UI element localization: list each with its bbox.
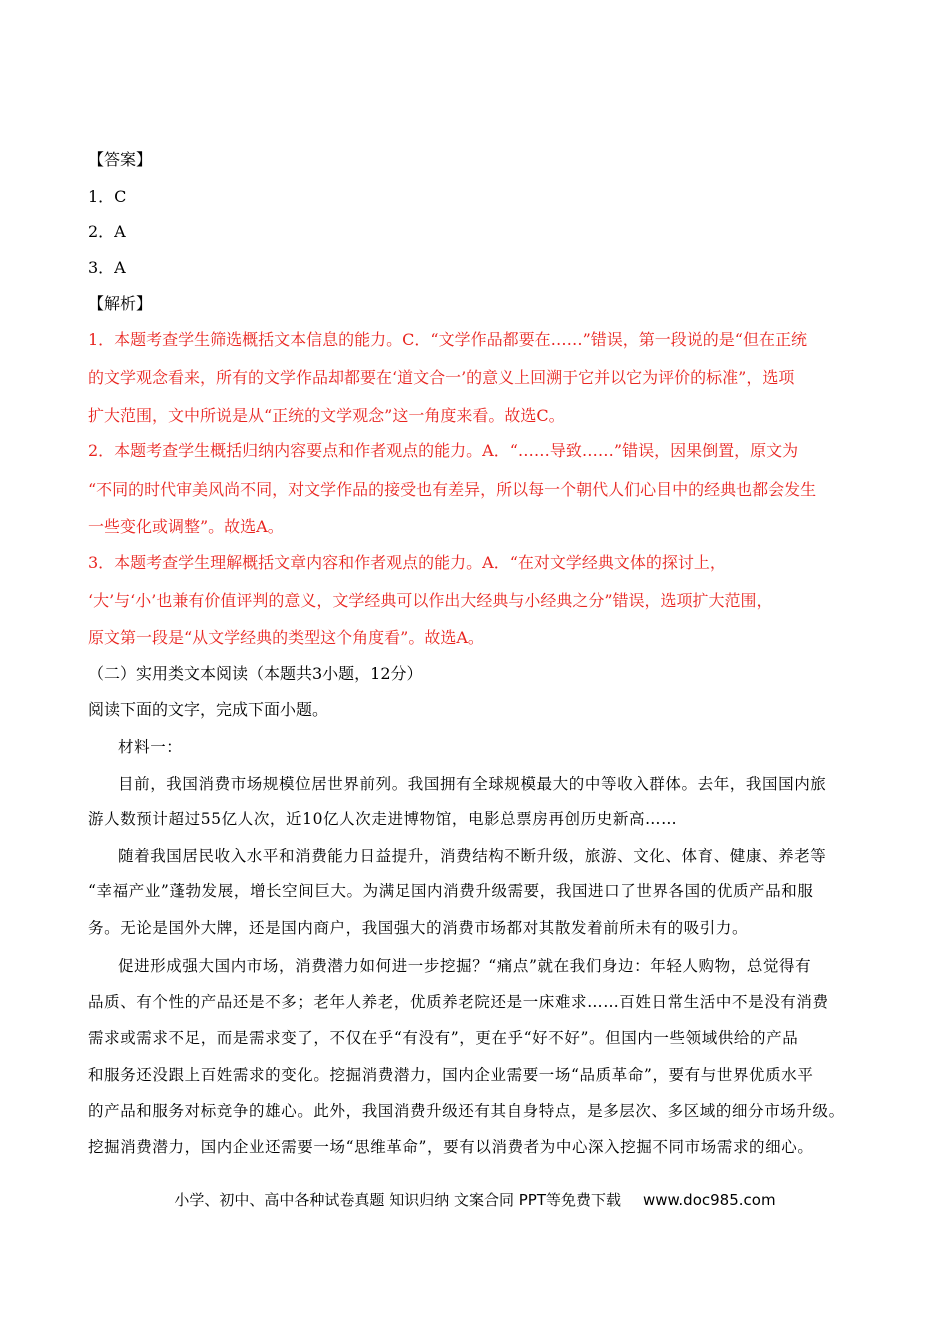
material-line: 品质、有个性的产品还是不多；老年人养老，优质养老院还是一床难求……百姓日常生活中不是没有消费 — [88, 993, 829, 1011]
material-line: 需求或需求不足，而是需求变了，不仅在乎“有没有”，更在乎“好不好”。但国内一些领域供给的产品 — [88, 1029, 799, 1047]
material-line: 游人数预计超过55亿人次，近10亿人次走进博物馆，电影总票房再创历史新高…… — [88, 810, 678, 828]
material-line: 挖掘消费潜力，国内企业还需要一场“思维革命”，要有以消费者为中心深入挖掘不同市场需求的细心。 — [88, 1138, 814, 1156]
material-line: 和服务还没跟上百姓需求的变化。挖掘消费潜力，国内企业需要一场“品质革命”，要有与世界优质水平 — [88, 1066, 814, 1084]
analysis-line: 原文第一段是“从文学经典的类型这个角度看”。故选A。 — [88, 628, 484, 647]
footer — [0, 1190, 950, 1210]
analysis-line: 2．本题考查学生概括归纳内容要点和作者观点的能力。A．“……导致……”错误，因果倒置，原文为 — [88, 441, 799, 460]
answer-header: 【答案】 — [88, 150, 153, 169]
material-line: 促进形成强大国内市场，消费潜力如何进一步挖掘？“痛点”就在我们身边：年轻人购物，总觉得有 — [118, 957, 812, 975]
analysis-line: 一些变化或调整”。故选A。 — [88, 517, 284, 536]
analysis-header: 【解析】 — [88, 294, 153, 313]
answer-item-3: 3．A — [88, 258, 126, 277]
material-line: “幸福产业”蓬勃发展，增长空间巨大。为满足国内消费升级需要，我国进口了世界各国的优质产品和服 — [88, 882, 814, 900]
answer-item-1: 1．C — [88, 187, 127, 206]
analysis-line: 扩大范围，文中所说是从“正统的文学观念”这一角度来看。故选C。 — [88, 406, 565, 425]
analysis-line: 1．本题考查学生筛选概括文本信息的能力。C．“文学作品都要在……”错误，第一段说的是“但在正统 — [88, 330, 807, 349]
section-title: （二）实用类文本阅读（本题共3小题，12分） — [88, 664, 423, 683]
material-line: 的产品和服务对标竞争的雄心。此外，我国消费升级还有其自身特点，是多层次、多区域的细分市场升级。 — [88, 1102, 845, 1120]
material-label: 材料一： — [118, 738, 183, 756]
footer-text: 小学、初中、高中各种试卷真题 知识归纳 文案合同 PPT等免费下载 — [174, 1191, 621, 1209]
material-line: 务。无论是国外大牌，还是国内商户，我国强大的消费市场都对其散发着前所未有的吸引力。 — [88, 919, 749, 937]
analysis-line: 的文学观念看来，所有的文学作品却都要在‘道文合一’的意义上回溯于它并以它为评价的标准”，选项 — [88, 368, 795, 387]
answer-item-2: 2．A — [88, 222, 126, 241]
analysis-line: ‘大’与‘小’也兼有价值评判的意义，文学经典可以作出大经典与小经典之分”错误，选项扩大范围， — [88, 591, 773, 610]
section-instruction: 阅读下面的文字，完成下面小题。 — [88, 700, 329, 719]
material-line: 随着我国居民收入水平和消费能力日益提升，消费结构不断升级，旅游、文化、体育、健康、养老等 — [118, 847, 827, 865]
material-line: 目前，我国消费市场规模位居世界前列。我国拥有全球规模最大的中等收入群体。去年，我国国内旅 — [118, 775, 827, 793]
footer-url: www.doc985.com — [642, 1191, 776, 1209]
analysis-line: “不同的时代审美风尚不同，对文学作品的接受也有差异，所以每一个朝代人们心目中的经典也都会发生 — [88, 480, 817, 499]
analysis-line: 3．本题考查学生理解概括文章内容和作者观点的能力。A．“在对文学经典文体的探讨上， — [88, 553, 726, 572]
